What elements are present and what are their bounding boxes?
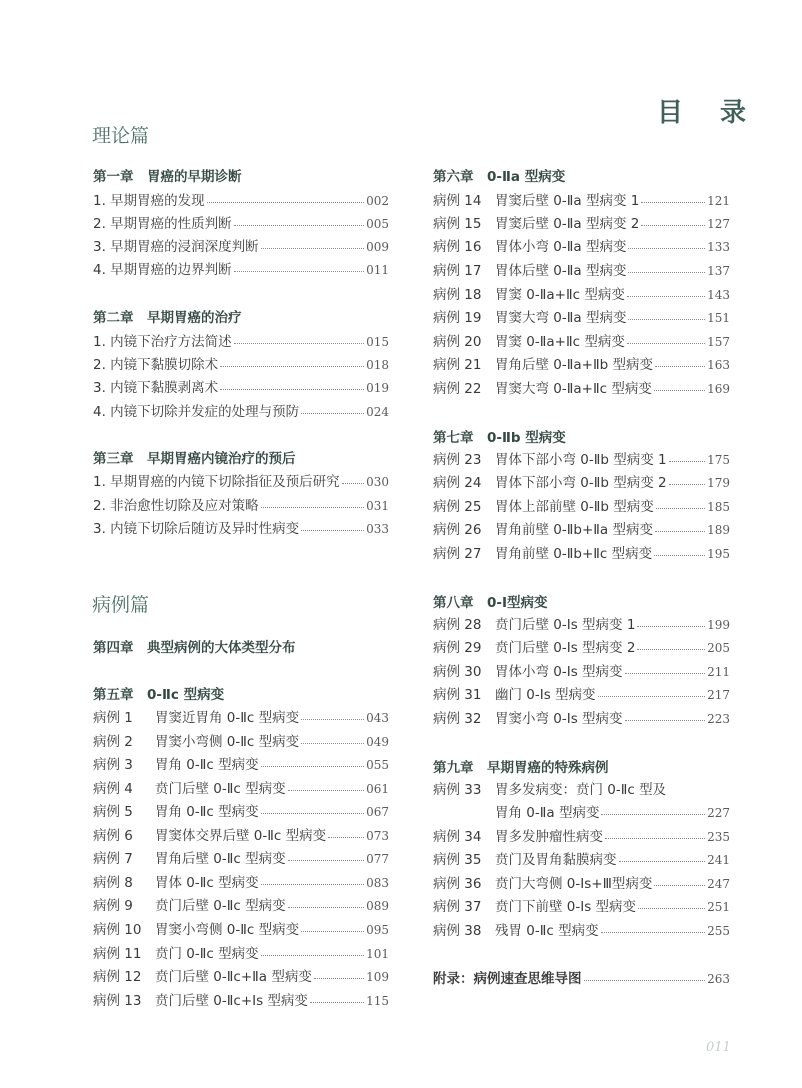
toc-entry[interactable] — [93, 871, 389, 891]
toc-entry[interactable] — [93, 517, 389, 537]
toc-entry[interactable] — [433, 801, 730, 821]
entry-page: 024 — [366, 405, 389, 419]
case-number: 病例 26 — [433, 522, 482, 538]
toc-entry[interactable] — [93, 989, 389, 1009]
entry-page: 199 — [707, 618, 730, 632]
leader-dots — [605, 837, 705, 839]
leader-dots — [669, 483, 705, 485]
case-number: 病例 3 — [93, 757, 133, 773]
entry-label: 胃窦大弯 0-Ⅱa+Ⅱc 型病变 — [495, 381, 652, 397]
entry-page: 101 — [366, 947, 389, 961]
entry-page: 095 — [366, 923, 389, 937]
toc-entry[interactable] — [433, 848, 730, 868]
leader-dots — [641, 201, 705, 203]
toc-entry[interactable] — [93, 330, 389, 350]
leader-dots — [288, 859, 364, 861]
chapter-title-7: 第七章 0-Ⅱb 型病变 — [433, 430, 566, 446]
case-number: 病例 17 — [433, 263, 482, 279]
entry-page: 179 — [707, 476, 730, 490]
entry-page: 263 — [707, 972, 730, 986]
entry-page: 211 — [707, 665, 730, 679]
entry-page: 151 — [707, 311, 730, 325]
case-number: 病例 21 — [433, 357, 482, 373]
toc-entry[interactable] — [93, 800, 389, 820]
chapter-title-8: 第八章 0-Ⅰ型病变 — [433, 595, 548, 611]
chapter-title-4: 第四章 典型病例的大体类型分布 — [93, 640, 296, 656]
case-number: 病例 24 — [433, 475, 482, 491]
entry-label: 胃角 0-Ⅱc 型病变 — [155, 757, 259, 773]
leader-dots — [654, 554, 705, 556]
entry-page: 083 — [366, 876, 389, 890]
case-number: 病例 36 — [433, 876, 482, 892]
leader-dots — [654, 884, 705, 886]
case-number: 病例 14 — [433, 193, 482, 209]
entry-page: 227 — [707, 806, 730, 820]
toc-entry[interactable] — [433, 306, 730, 326]
toc-entry[interactable] — [93, 189, 389, 209]
toc-entry[interactable] — [93, 400, 389, 420]
case-number: 病例 16 — [433, 239, 482, 255]
leader-dots — [261, 954, 364, 956]
leader-dots — [261, 506, 364, 508]
entry-page: 195 — [707, 547, 730, 561]
chapter-title-5: 第五章 0-Ⅱc 型病变 — [93, 687, 225, 703]
chapter-title-6: 第六章 0-Ⅱa 型病变 — [433, 169, 566, 185]
entry-label: 胃角 0-Ⅱa 型病变 — [495, 805, 600, 821]
chapter-title-1: 第一章 胃癌的早期诊断 — [93, 169, 242, 185]
toc-entry[interactable] — [93, 706, 389, 726]
entry-label: 胃角 0-Ⅱc 型病变 — [155, 804, 259, 820]
toc-entry[interactable] — [93, 494, 389, 514]
toc-entry[interactable] — [433, 495, 730, 515]
toc-entry[interactable] — [93, 730, 389, 750]
section-title-cases: 病例篇 — [92, 594, 150, 616]
toc-entry[interactable] — [93, 847, 389, 867]
entry-page: 031 — [366, 499, 389, 513]
case-number: 病例 23 — [433, 452, 482, 468]
entry-page: 073 — [366, 829, 389, 843]
leader-dots — [655, 365, 705, 367]
entry-page: 033 — [366, 522, 389, 536]
entry-label: 胃窦后壁 0-Ⅱa 型病变 2 — [495, 216, 640, 232]
entry-label: 胃窦 0-Ⅱa+Ⅱc 型病变 — [495, 287, 625, 303]
case-number: 病例 30 — [433, 664, 482, 680]
leader-dots — [301, 930, 364, 932]
leader-dots — [301, 412, 364, 414]
entry-label: 2. 早期胃癌的性质判断 — [93, 216, 232, 232]
case-number: 病例 18 — [433, 287, 482, 303]
entry-page: 109 — [366, 970, 389, 984]
leader-dots — [261, 765, 364, 767]
entry-page: 019 — [366, 381, 389, 395]
entry-label: 贲门后壁 0-Ⅱc+Ⅰs 型病变 — [155, 993, 308, 1009]
entry-page: 189 — [707, 523, 730, 537]
entry-label: 胃角后壁 0-Ⅱc 型病变 — [155, 851, 286, 867]
leader-dots — [627, 342, 705, 344]
chapter-title-3: 第三章 早期胃癌内镜治疗的预后 — [93, 451, 296, 467]
case-number: 病例 35 — [433, 852, 482, 868]
entry-page: 030 — [366, 475, 389, 489]
leader-dots — [601, 931, 705, 933]
leader-dots — [598, 695, 706, 697]
case-number: 病例 8 — [93, 875, 133, 891]
entry-page: 043 — [366, 711, 389, 725]
page-number: 011 — [706, 1040, 731, 1055]
toc-entry[interactable] — [93, 470, 389, 490]
toc-entry[interactable] — [433, 919, 730, 939]
toc-entry[interactable] — [433, 353, 730, 373]
case-number: 病例 34 — [433, 829, 482, 845]
toc-entry[interactable] — [433, 542, 730, 562]
leader-dots — [301, 718, 364, 720]
leader-dots — [328, 836, 364, 838]
toc-entry[interactable] — [433, 683, 730, 703]
leader-dots — [654, 389, 705, 391]
entry-label: 胃窦近胃角 0-Ⅱc 型病变 — [155, 710, 300, 726]
leader-dots — [627, 295, 705, 297]
entry-page: 217 — [707, 688, 730, 702]
entry-page: 169 — [707, 382, 730, 396]
entry-label: 胃角后壁 0-Ⅱa+Ⅱb 型病变 — [495, 357, 653, 373]
entry-label: 胃多发病变：贲门 0-Ⅱc 型及 — [495, 782, 667, 798]
entry-label: 残胃 0-Ⅱc 型病变 — [495, 923, 599, 939]
leader-dots — [301, 742, 364, 744]
toc-entry[interactable] — [433, 636, 730, 656]
entry-label: 胃体小弯 0-Ⅱa 型病变 — [495, 239, 627, 255]
case-number: 病例 31 — [433, 687, 482, 703]
page-title: 目 录 — [657, 98, 761, 128]
case-number: 病例 25 — [433, 499, 482, 515]
entry-label: 胃窦 0-Ⅱa+Ⅱc 型病变 — [495, 334, 625, 350]
entry-label: 胃窦小弯侧 0-Ⅱc 型病变 — [155, 734, 300, 750]
toc-entry[interactable] — [93, 894, 389, 914]
entry-label: 胃角前壁 0-Ⅱb+Ⅱc 型病变 — [495, 546, 653, 562]
toc-entry[interactable] — [433, 330, 730, 350]
entry-page: 251 — [707, 900, 730, 914]
case-number: 病例 2 — [93, 734, 133, 750]
case-number: 病例 37 — [433, 899, 482, 915]
toc-entry[interactable] — [433, 613, 730, 633]
case-number: 病例 29 — [433, 640, 482, 656]
leader-dots — [342, 482, 364, 484]
entry-label: 胃体小弯 0-Ⅰs 型病变 — [495, 664, 623, 680]
leader-dots — [261, 883, 364, 885]
toc-entry[interactable] — [433, 212, 730, 232]
entry-page: 137 — [707, 264, 730, 278]
entry-page: 015 — [366, 335, 389, 349]
entry-page: 143 — [707, 288, 730, 302]
entry-label: 贲门后壁 0-Ⅱc 型病变 — [155, 781, 286, 797]
case-number: 病例 1 — [93, 710, 133, 726]
section-title-theory: 理论篇 — [92, 125, 150, 147]
entry-label: 4. 早期胃癌的边界判断 — [93, 262, 232, 278]
appendix-entry[interactable] — [433, 967, 730, 987]
entry-label: 胃窦大弯 0-Ⅱa 型病变 — [495, 310, 627, 326]
toc-entry[interactable] — [433, 825, 730, 845]
entry-page: 241 — [707, 853, 730, 867]
toc-entry[interactable] — [433, 707, 730, 727]
leader-dots — [625, 672, 706, 674]
toc-entry[interactable] — [93, 965, 389, 985]
leader-dots — [220, 388, 364, 390]
leader-dots — [625, 719, 706, 721]
entry-page: 163 — [707, 358, 730, 372]
toc-entry[interactable] — [433, 660, 730, 680]
case-number: 病例 7 — [93, 851, 133, 867]
entry-label: 幽门 0-Ⅰs 型病变 — [495, 687, 596, 703]
leader-dots — [655, 530, 705, 532]
entry-label: 胃体 0-Ⅱc 型病变 — [155, 875, 259, 891]
chapter-title-2: 第二章 早期胃癌的治疗 — [93, 310, 242, 326]
toc-entry[interactable] — [93, 235, 389, 255]
entry-page: 185 — [707, 500, 730, 514]
entry-label: 2. 内镜下黏膜切除术 — [93, 357, 219, 373]
leader-dots — [261, 247, 364, 249]
entry-label: 3. 早期胃癌的浸润深度判断 — [93, 239, 259, 255]
toc-entry[interactable] — [433, 448, 730, 468]
leader-dots — [234, 342, 364, 344]
toc-entry[interactable] — [93, 376, 389, 396]
entry-page: 205 — [707, 641, 730, 655]
entry-label: 胃体下部小弯 0-Ⅱb 型病变 2 — [495, 475, 667, 491]
case-number: 病例 33 — [433, 782, 482, 798]
leader-dots — [638, 907, 705, 909]
toc-entry[interactable] — [433, 872, 730, 892]
case-number: 病例 28 — [433, 617, 482, 633]
entry-page: 077 — [366, 852, 389, 866]
toc-entry[interactable] — [93, 753, 389, 773]
entry-page: 121 — [707, 194, 730, 208]
toc-entry[interactable] — [433, 283, 730, 303]
toc-entry[interactable] — [93, 918, 389, 938]
entry-page: 011 — [366, 263, 389, 277]
leader-dots — [641, 224, 705, 226]
case-number: 病例 22 — [433, 381, 482, 397]
case-number: 病例 6 — [93, 828, 133, 844]
leader-dots — [261, 812, 364, 814]
leader-dots — [656, 507, 705, 509]
leader-dots — [669, 460, 705, 462]
entry-page: 223 — [707, 712, 730, 726]
entry-page: 002 — [366, 194, 389, 208]
entry-label: 胃体上部前壁 0-Ⅱb 型病变 — [495, 499, 654, 515]
case-number: 病例 12 — [93, 969, 142, 985]
case-number: 病例 15 — [433, 216, 482, 232]
leader-dots — [220, 365, 364, 367]
case-number: 病例 27 — [433, 546, 482, 562]
toc-entry[interactable] — [433, 189, 730, 209]
toc-entry[interactable] — [433, 518, 730, 538]
entry-label: 贲门及胃角黏膜病变 — [495, 852, 617, 868]
entry-label: 3. 内镜下黏膜剥离术 — [93, 380, 219, 396]
entry-page: 089 — [366, 899, 389, 913]
toc-entry[interactable] — [433, 259, 730, 279]
entry-label: 2. 非治愈性切除及应对策略 — [93, 498, 259, 514]
toc-entry[interactable] — [93, 258, 389, 278]
entry-label: 贲门下前壁 0-Ⅰs 型病变 — [495, 899, 637, 915]
case-number: 病例 11 — [93, 946, 142, 962]
appendix-label: 附录：病例速查思维导图 — [433, 971, 582, 987]
entry-page: 009 — [366, 240, 389, 254]
entry-label: 胃窦后壁 0-Ⅱa 型病变 1 — [495, 193, 640, 209]
entry-label: 贲门后壁 0-Ⅱc+Ⅱa 型病变 — [155, 969, 312, 985]
leader-dots — [207, 201, 364, 203]
leader-dots — [628, 271, 705, 273]
entry-label: 贲门后壁 0-Ⅱc 型病变 — [155, 898, 286, 914]
entry-page: 235 — [707, 830, 730, 844]
toc-entry[interactable] — [433, 471, 730, 491]
entry-page: 247 — [707, 877, 730, 891]
entry-page: 127 — [707, 217, 730, 231]
entry-page: 255 — [707, 924, 730, 938]
entry-page: 067 — [366, 805, 389, 819]
case-number: 病例 9 — [93, 898, 133, 914]
entry-label: 胃窦体交界后壁 0-Ⅱc 型病变 — [155, 828, 327, 844]
leader-dots — [619, 860, 706, 862]
case-number: 病例 19 — [433, 310, 482, 326]
leader-dots — [601, 813, 705, 815]
entry-label: 胃窦小弯侧 0-Ⅱc 型病变 — [155, 922, 300, 938]
entry-page: 055 — [366, 758, 389, 772]
leader-dots — [637, 625, 705, 627]
toc-entry[interactable] — [433, 778, 730, 798]
entry-label: 贲门后壁 0-Ⅰs 型病变 1 — [495, 617, 636, 633]
toc-entry[interactable] — [93, 942, 389, 962]
entry-label: 胃体后壁 0-Ⅱa 型病变 — [495, 263, 627, 279]
leader-dots — [234, 224, 364, 226]
leader-dots — [628, 318, 705, 320]
toc-entry[interactable] — [93, 212, 389, 232]
leader-dots — [637, 648, 705, 650]
case-number: 病例 20 — [433, 334, 482, 350]
leader-dots — [628, 247, 705, 249]
entry-label: 4. 内镜下切除并发症的处理与预防 — [93, 404, 300, 420]
entry-label: 胃体下部小弯 0-Ⅱb 型病变 1 — [495, 452, 667, 468]
entry-page: 005 — [366, 217, 389, 231]
case-number: 病例 13 — [93, 993, 142, 1009]
entry-label: 贲门 0-Ⅱc 型病变 — [155, 946, 259, 962]
entry-label: 1. 早期胃癌的内镜下切除指征及预后研究 — [93, 474, 340, 490]
entry-label: 1. 早期胃癌的发现 — [93, 193, 205, 209]
leader-dots — [310, 1001, 364, 1003]
case-number: 病例 32 — [433, 711, 482, 727]
entry-page: 175 — [707, 453, 730, 467]
case-number: 病例 4 — [93, 781, 133, 797]
entry-page: 061 — [366, 782, 389, 796]
toc-entry[interactable] — [93, 824, 389, 844]
entry-label: 胃多发肿瘤性病变 — [495, 829, 603, 845]
entry-label: 胃角前壁 0-Ⅱb+Ⅱa 型病变 — [495, 522, 653, 538]
entry-page: 157 — [707, 335, 730, 349]
entry-label: 胃窦小弯 0-Ⅰs 型病变 — [495, 711, 623, 727]
toc-entry[interactable] — [93, 777, 389, 797]
case-number: 病例 10 — [93, 922, 142, 938]
toc-entry[interactable] — [93, 353, 389, 373]
entry-page: 018 — [366, 358, 389, 372]
entry-label: 3. 内镜下切除后随访及异时性病变 — [93, 521, 300, 537]
entry-page: 049 — [366, 735, 389, 749]
leader-dots — [288, 789, 364, 791]
entry-label: 贲门后壁 0-Ⅰs 型病变 2 — [495, 640, 636, 656]
leader-dots — [288, 906, 364, 908]
leader-dots — [234, 270, 364, 272]
leader-dots — [314, 977, 364, 979]
leader-dots — [584, 979, 706, 981]
leader-dots — [301, 529, 364, 531]
toc-entry[interactable] — [433, 235, 730, 255]
entry-label: 1. 内镜下治疗方法简述 — [93, 334, 232, 350]
case-number: 病例 5 — [93, 804, 133, 820]
chapter-title-9: 第九章 早期胃癌的特殊病例 — [433, 760, 609, 776]
case-number: 病例 38 — [433, 923, 482, 939]
toc-entry[interactable] — [433, 377, 730, 397]
entry-page: 133 — [707, 240, 730, 254]
entry-label: 贲门大弯侧 0-Ⅰs+Ⅲ型病变 — [495, 876, 653, 892]
toc-entry[interactable] — [433, 895, 730, 915]
entry-page: 115 — [366, 994, 389, 1008]
